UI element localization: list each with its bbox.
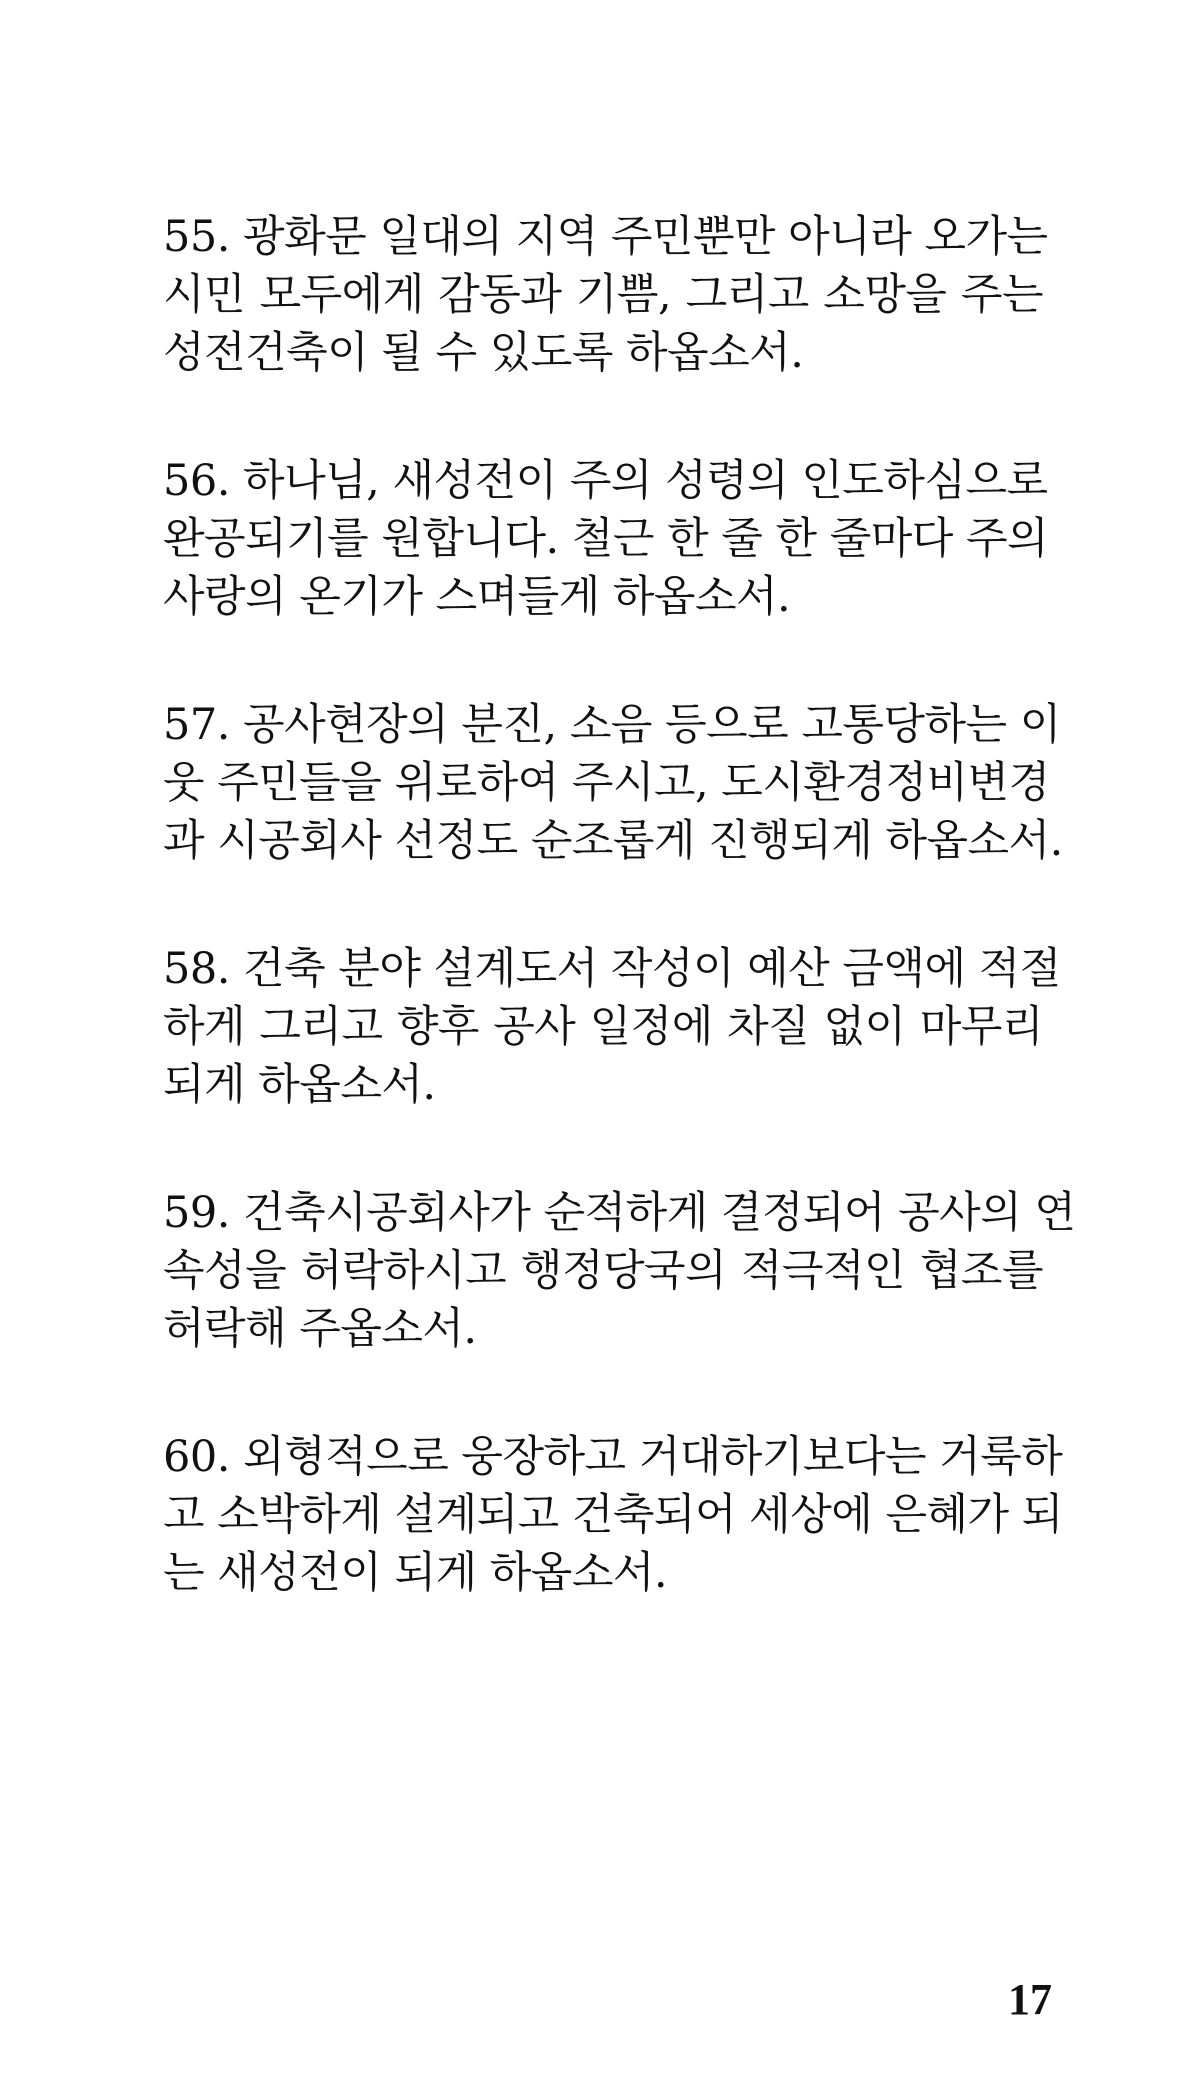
prayer-line: 57. 공사현장의 분진, 소음 등으로 고통당하는 이 [163, 700, 1061, 750]
prayer-line: 되게 하옵소서. [163, 1060, 436, 1110]
prayer-line: 하게 그리고 향후 공사 일정에 차질 없이 마무리 [163, 1002, 1043, 1052]
prayer-line: 성전건축이 될 수 있도록 하옵소서. [163, 328, 804, 378]
prayer-line: 웃 주민들을 위로하여 주시고, 도시환경정비변경 [163, 758, 1050, 808]
prayer-line: 60. 외형적으로 웅장하고 거대하기보다는 거룩하 [163, 1432, 1063, 1482]
prayer-line: 55. 광화문 일대의 지역 주민뿐만 아니라 오가는 [163, 212, 1048, 262]
prayer-list [163, 208, 1076, 1672]
page-number: 17 [1008, 1975, 1052, 2024]
prayer-line: 58. 건축 분야 설계도서 작성이 예산 금액에 적절 [163, 944, 1061, 994]
prayer-line: 는 새성전이 되게 하옵소서. [163, 1548, 668, 1598]
prayer-item-57 [163, 696, 1063, 870]
prayer-line: 59. 건축시공회사가 순적하게 결정되어 공사의 연 [163, 1188, 1076, 1238]
prayer-item-59 [163, 1184, 1076, 1358]
prayer-line: 과 시공회사 선정도 순조롭게 진행되게 하옵소서. [163, 816, 1063, 866]
prayer-line: 허락해 주옵소서. [163, 1304, 477, 1354]
prayer-item-60 [163, 1428, 1063, 1602]
prayer-line: 고 소박하게 설계되고 건축되어 세상에 은혜가 되 [163, 1490, 1063, 1540]
prayer-line: 완공되기를 원합니다. 철근 한 줄 한 줄마다 주의 [163, 514, 1049, 564]
prayer-line: 56. 하나님, 새성전이 주의 성령의 인도하심으로 [163, 456, 1048, 506]
prayer-line: 시민 모두에게 감동과 기쁨, 그리고 소망을 주는 [163, 270, 1043, 320]
prayer-line: 사랑의 온기가 스며들게 하옵소서. [163, 572, 791, 622]
prayer-item-56 [163, 452, 1049, 626]
prayer-item-55 [163, 208, 1048, 382]
prayer-item-58 [163, 940, 1061, 1114]
prayer-line: 속성을 허락하시고 행정당국의 적극적인 협조를 [163, 1246, 1043, 1296]
